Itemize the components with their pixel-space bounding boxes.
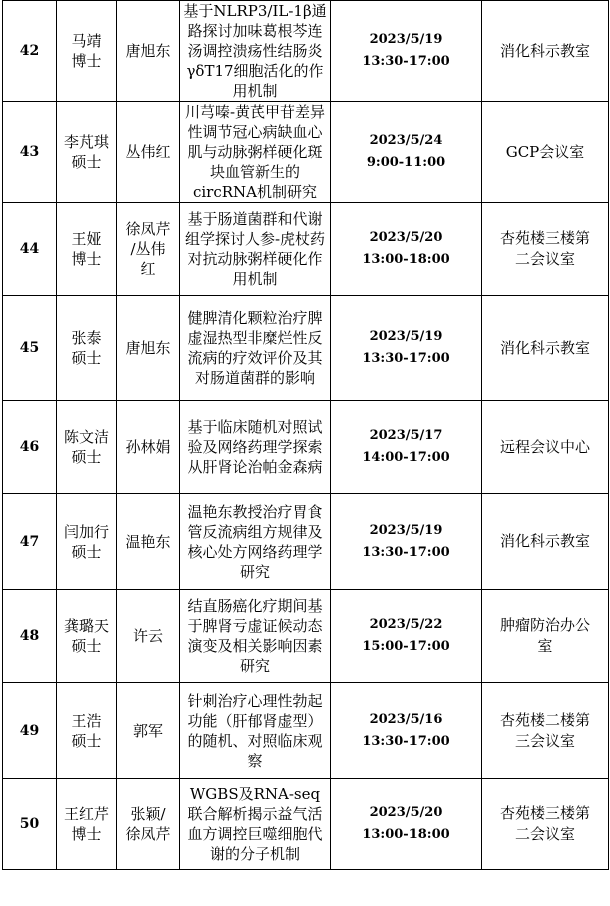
defense-time: 2023/5/20 13:00-18:00 xyxy=(331,203,482,296)
table-row xyxy=(3,102,609,203)
defense-time: 2023/5/19 13:30-17:00 xyxy=(331,494,482,590)
advisor-name: 徐凤芹 /丛伟 红 xyxy=(117,203,180,296)
student-name: 陈文洁 硕士 xyxy=(57,401,117,494)
thesis-topic: 基于NLRP3/IL-1β通路探讨加味葛根芩连汤调控溃疡性结肠炎γδT17细胞活化的作用机制 xyxy=(180,1,331,102)
defense-place: 杏苑楼二楼第 三会议室 xyxy=(482,683,609,779)
defense-time: 2023/5/16 13:30-17:00 xyxy=(331,683,482,779)
table-row xyxy=(3,779,609,870)
table-body xyxy=(3,1,609,870)
row-number: 42 xyxy=(3,1,57,102)
defense-place: 杏苑楼三楼第 二会议室 xyxy=(482,779,609,870)
table-row xyxy=(3,494,609,590)
row-number: 50 xyxy=(3,779,57,870)
defense-time: 2023/5/20 13:00-18:00 xyxy=(331,779,482,870)
student-name: 王红芹 博士 xyxy=(57,779,117,870)
table-row xyxy=(3,401,609,494)
student-name: 王浩 硕士 xyxy=(57,683,117,779)
advisor-name: 丛伟红 xyxy=(117,102,180,203)
advisor-name: 孙林娟 xyxy=(117,401,180,494)
table-row xyxy=(3,296,609,401)
table-row xyxy=(3,590,609,683)
thesis-topic: 结直肠癌化疗期间基于脾肾亏虚证候动态演变及相关影响因素研究 xyxy=(180,590,331,683)
defense-place: 消化科示教室 xyxy=(482,296,609,401)
row-number: 47 xyxy=(3,494,57,590)
table-row xyxy=(3,203,609,296)
advisor-name: 唐旭东 xyxy=(117,296,180,401)
defense-schedule-table xyxy=(2,0,609,870)
defense-place: 杏苑楼三楼第 二会议室 xyxy=(482,203,609,296)
defense-place: 肿瘤防治办公 室 xyxy=(482,590,609,683)
row-number: 46 xyxy=(3,401,57,494)
advisor-name: 张颖/ 徐凤芹 xyxy=(117,779,180,870)
thesis-topic: 川芎嗪-黄芪甲苷差异性调节冠心病缺血心肌与动脉粥样硬化斑块血管新生的circRNA机制研究 xyxy=(180,102,331,203)
defense-time: 2023/5/24 9:00-11:00 xyxy=(331,102,482,203)
thesis-topic: 基于肠道菌群和代谢组学探讨人参-虎杖药对抗动脉粥样硬化作用机制 xyxy=(180,203,331,296)
advisor-name: 唐旭东 xyxy=(117,1,180,102)
student-name: 李芃琪 硕士 xyxy=(57,102,117,203)
row-number: 48 xyxy=(3,590,57,683)
student-name: 马靖 博士 xyxy=(57,1,117,102)
thesis-topic: 健脾清化颗粒治疗脾虚湿热型非糜烂性反流病的疗效评价及其对肠道菌群的影响 xyxy=(180,296,331,401)
advisor-name: 许云 xyxy=(117,590,180,683)
table-row xyxy=(3,1,609,102)
defense-place: 消化科示教室 xyxy=(482,494,609,590)
thesis-topic: 针刺治疗心理性勃起功能（肝郁肾虚型）的随机、对照临床观察 xyxy=(180,683,331,779)
thesis-topic: 温艳东教授治疗胃食管反流病组方规律及核心处方网络药理学研究 xyxy=(180,494,331,590)
advisor-name: 郭军 xyxy=(117,683,180,779)
defense-place: 远程会议中心 xyxy=(482,401,609,494)
student-name: 闫加行 硕士 xyxy=(57,494,117,590)
row-number: 43 xyxy=(3,102,57,203)
student-name: 王娅 博士 xyxy=(57,203,117,296)
defense-time: 2023/5/17 14:00-17:00 xyxy=(331,401,482,494)
defense-time: 2023/5/19 13:30-17:00 xyxy=(331,296,482,401)
student-name: 张泰 硕士 xyxy=(57,296,117,401)
advisor-name: 温艳东 xyxy=(117,494,180,590)
table-row xyxy=(3,683,609,779)
thesis-topic: 基于临床随机对照试验及网络药理学探索从肝肾论治帕金森病 xyxy=(180,401,331,494)
defense-time: 2023/5/19 13:30-17:00 xyxy=(331,1,482,102)
defense-time: 2023/5/22 15:00-17:00 xyxy=(331,590,482,683)
row-number: 49 xyxy=(3,683,57,779)
row-number: 45 xyxy=(3,296,57,401)
thesis-topic: WGBS及RNA-seq联合解析揭示益气活血方调控巨噬细胞代谢的分子机制 xyxy=(180,779,331,870)
defense-place: GCP会议室 xyxy=(482,102,609,203)
defense-place: 消化科示教室 xyxy=(482,1,609,102)
row-number: 44 xyxy=(3,203,57,296)
student-name: 龚璐天 硕士 xyxy=(57,590,117,683)
